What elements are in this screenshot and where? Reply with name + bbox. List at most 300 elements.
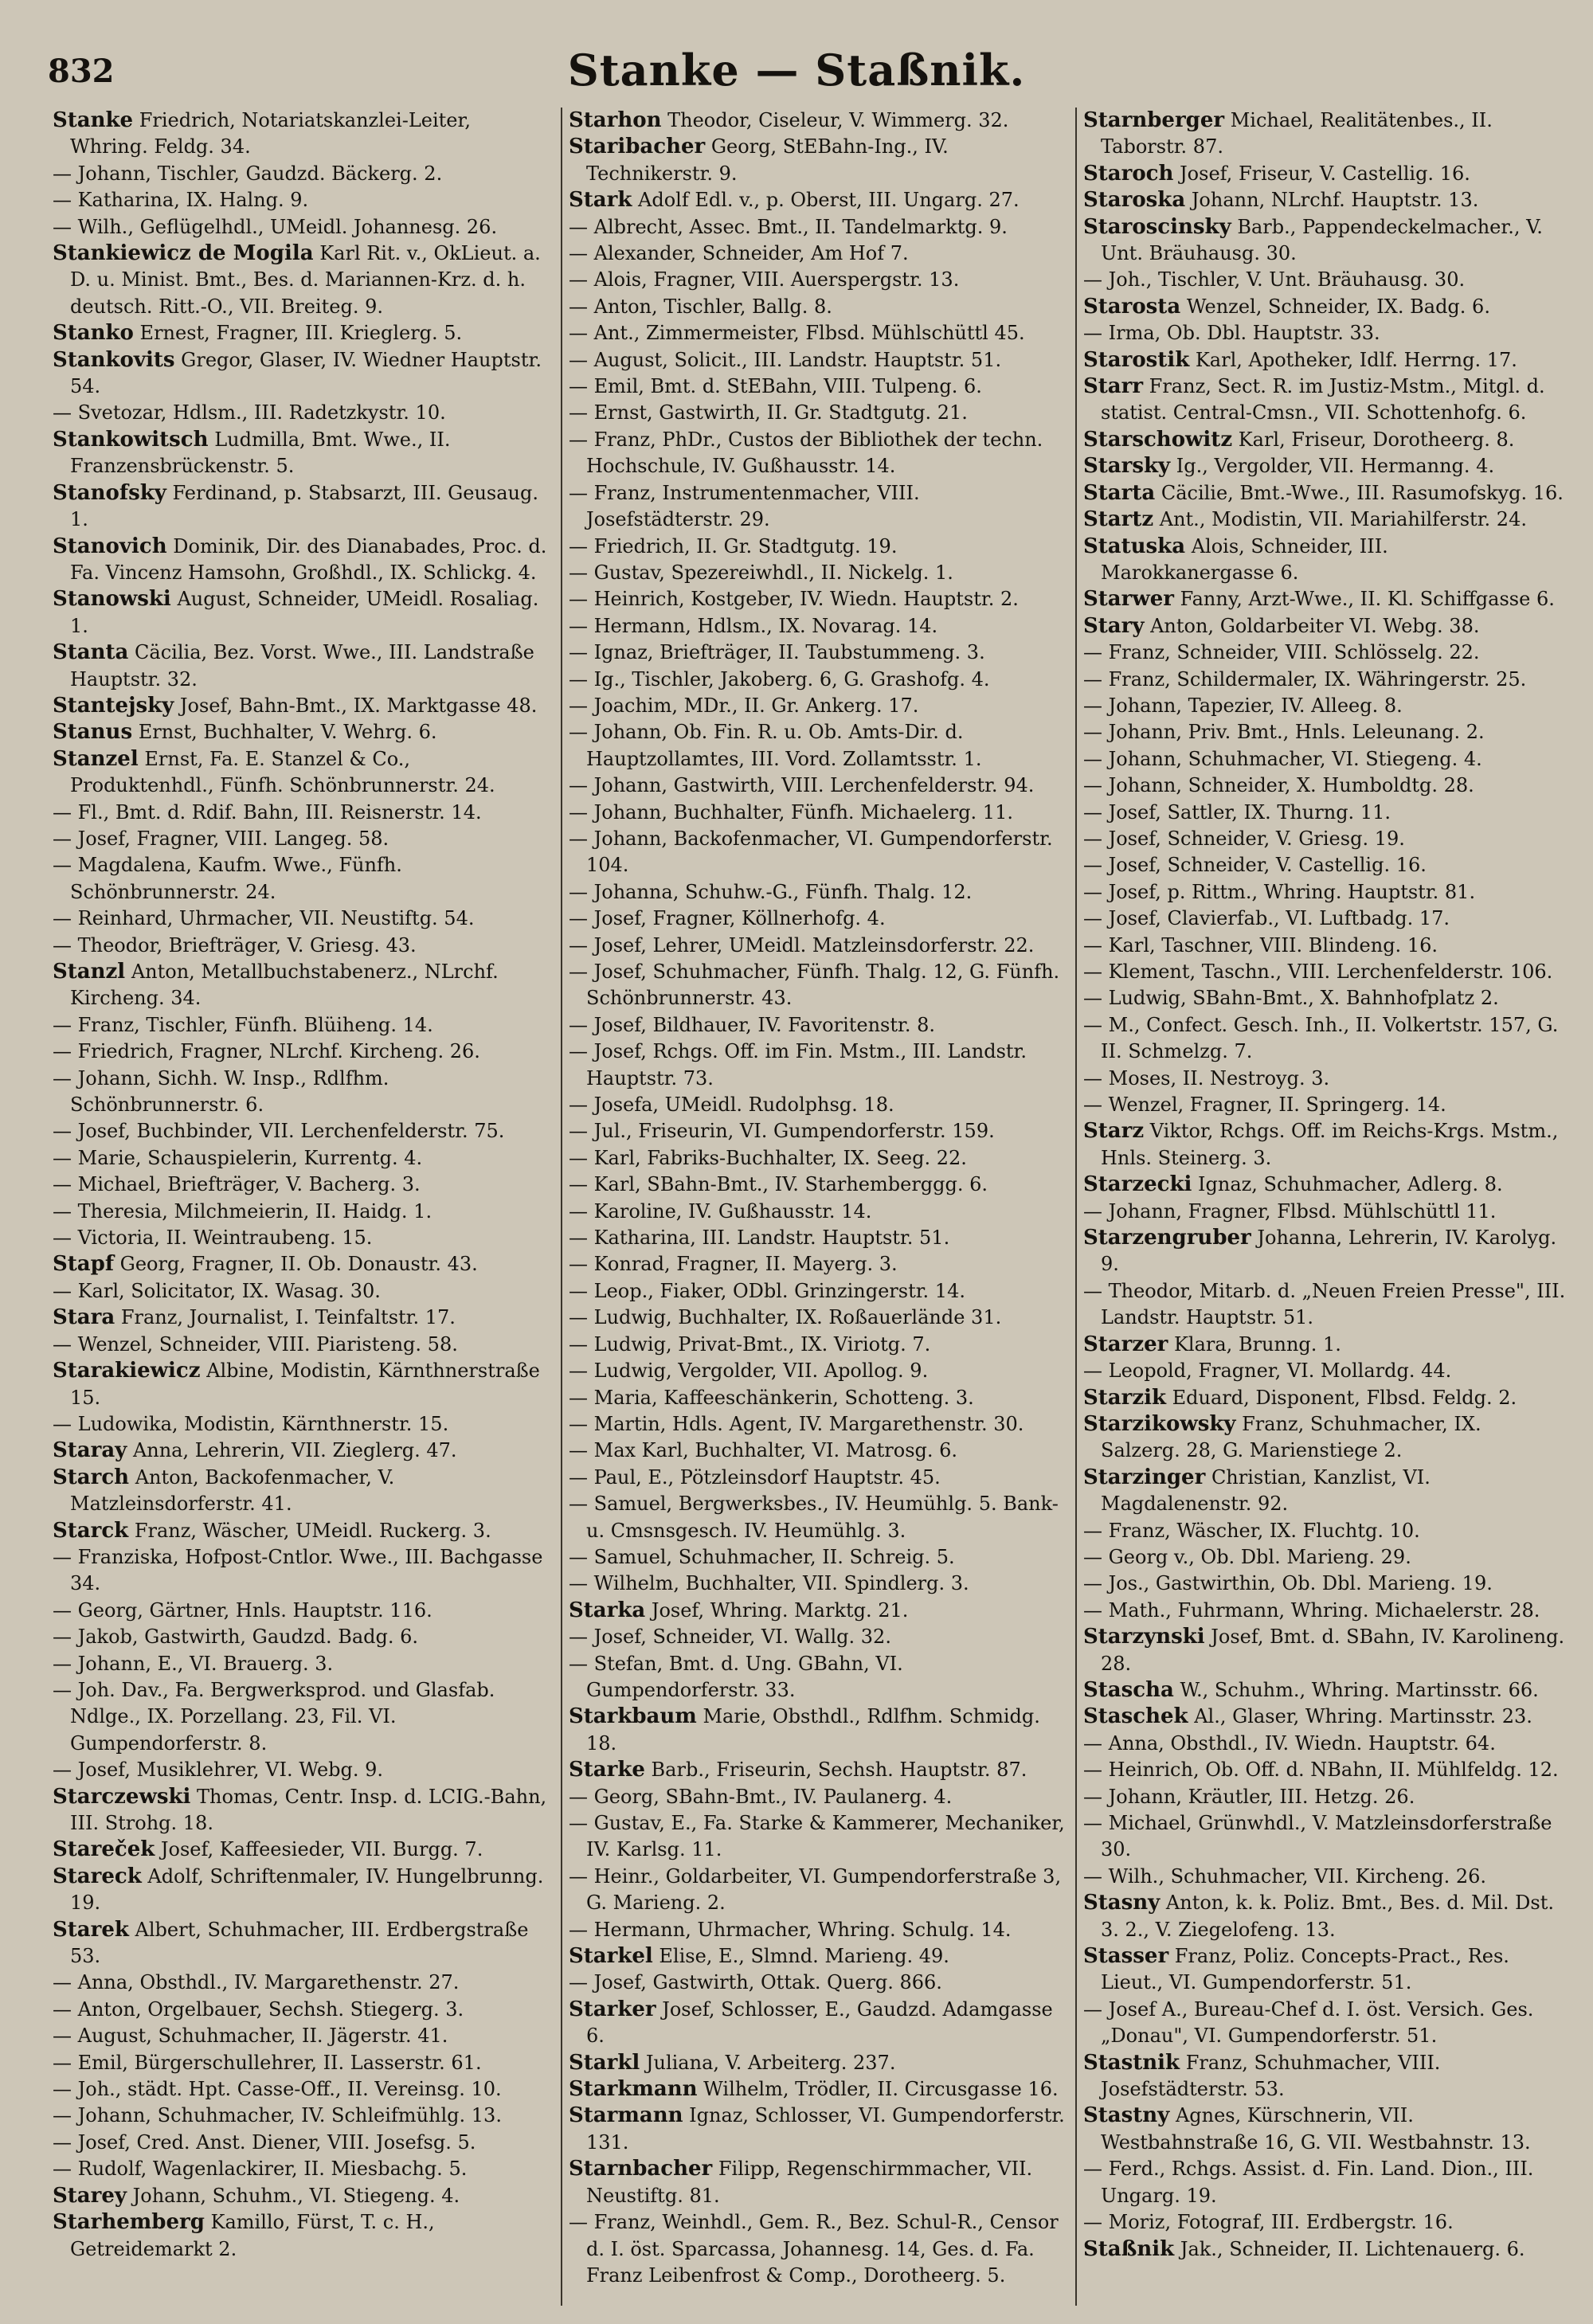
- directory-entry: [1083, 693, 1566, 719]
- entry-details: — Ludwig, Vergolder, VII. Apollog. 9.: [569, 1360, 929, 1383]
- entry-details: — Johann, Priv. Bmt., Hnls. Leleunang. 2.: [1083, 721, 1485, 744]
- directory-entry: [1083, 1624, 1566, 1677]
- directory-entry: [569, 1491, 1069, 1544]
- entry-details: Wilhelm, Trödler, II. Circusgasse 16.: [703, 2078, 1059, 2101]
- entry-surname: Stareck: [53, 1864, 142, 1888]
- entry-surname: Starakiewicz: [53, 1359, 201, 1383]
- entry-surname: Starzikowsky: [1083, 1411, 1236, 1436]
- entry-details: — Friedrich, II. Gr. Stadtgutg. 19.: [569, 534, 898, 558]
- directory-entry: [53, 1039, 554, 1065]
- entry-details: — Johann, Sichh. W. Insp., Rdlfhm. Schönbrunnerstr. 6.: [53, 1066, 389, 1117]
- entry-surname: Stapf: [53, 1252, 114, 1277]
- entry-details: — Johann, Schuhmacher, IV. Schleifmühlg. 13.: [53, 2104, 502, 2127]
- entry-details: — Theodor, Mitarb. d. „Neuen Freien Presse", III. Landstr. Hauptstr. 51.: [1083, 1279, 1566, 1329]
- entry-details: Adolf Edl. v., p. Oberst, III. Ungarg. 27.: [638, 189, 1020, 212]
- directory-entry: [569, 640, 1069, 666]
- directory-entry: [1083, 1810, 1566, 1864]
- directory-entry: [569, 1997, 1069, 2050]
- entry-details: — Rudolf, Wagenlackirer, II. Miesbachg. 5.: [53, 2158, 468, 2181]
- directory-entry: [569, 1544, 1069, 1571]
- entry-details: — Anna, Obsthdl., IV. Wiedn. Hauptstr. 64.: [1083, 1731, 1496, 1755]
- entry-details: — Franz, Wäscher, IX. Fluchtg. 10.: [1083, 1519, 1420, 1542]
- entry-details: — Karl, Taschner, VIII. Blindeng. 16.: [1083, 933, 1438, 957]
- directory-entry: [1083, 294, 1566, 320]
- entry-details: Johann, Schuhm., VI. Stiegeng. 4.: [132, 2184, 460, 2207]
- entry-details: — Klement, Taschn., VIII. Lerchenfelderstr. 106.: [1083, 961, 1553, 983]
- entry-details: — Math., Fuhrmann, Whring. Michaelerstr. 28.: [1083, 1598, 1540, 1622]
- entry-details: — Ludwig, Buchhalter, IX. Roßauerlände 31.: [569, 1306, 1002, 1329]
- column-3: [1083, 108, 1566, 2306]
- directory-entry: [569, 1225, 1069, 1251]
- entry-details: Cäcilie, Bmt.-Wwe., III. Rasumofskyg. 16.: [1161, 481, 1564, 504]
- entry-details: Michael, Realitätenbes., II. Taborstr. 87.: [1101, 109, 1493, 158]
- entry-details: Cäcilia, Bez. Vorst. Wwe., III. Landstraße Hauptstr. 32.: [70, 641, 534, 691]
- entry-details: — Heinr., Goldarbeiter, VI. Gumpendorferstraße 3, G. Marieng. 2.: [569, 1864, 1062, 1915]
- entry-details: Anna, Lehrerin, VII. Zieglerg. 47.: [132, 1439, 457, 1462]
- entry-details: Anton, Goldarbeiter VI. Webg. 38.: [1150, 614, 1480, 637]
- directory-entry: [1083, 852, 1566, 878]
- entry-details: Josef, Schlosser, E., Gaudzd. Adamgasse 6.: [586, 1997, 1053, 2048]
- entry-details: — Leop., Fiaker, ODbl. Grinzingerstr. 14.: [569, 1279, 965, 1302]
- entry-details: Anton, Backofenmacher, V. Matzleinsdorferstr. 41.: [70, 1465, 395, 1516]
- entry-details: Franz, Poliz. Concepts-Pract., Res. Lieut., VI. Gumpendorferstr. 51.: [1101, 1945, 1509, 1994]
- entry-details: Barb., Pappendeckelmacher., V. Unt. Bräuhausg. 30.: [1101, 215, 1543, 265]
- entry-details: Eduard, Disponent, Flbsd. Feldg. 2.: [1172, 1386, 1517, 1409]
- directory-entry: [1083, 2236, 1566, 2263]
- directory-entry: [1083, 1544, 1566, 1571]
- directory-entry: [53, 959, 554, 1012]
- directory-entry: [53, 1411, 554, 1438]
- entry-details: — Irma, Ob. Dbl. Hauptstr. 33.: [1083, 322, 1380, 345]
- directory-entry: [569, 1172, 1069, 1198]
- directory-entry: [53, 1544, 554, 1598]
- directory-entry: [569, 427, 1069, 480]
- directory-entry: [1083, 347, 1566, 374]
- entry-details: — Anna, Obsthdl., IV. Margarethenstr. 27.: [53, 1971, 460, 1994]
- entry-surname: Starta: [1083, 480, 1156, 505]
- entry-details: Christian, Kanzlist, VI. Magdalenenstr. 92.: [1101, 1465, 1431, 1516]
- entry-details: — M., Confect. Gesch. Inh., II. Volkertstr. 157, G. II. Schmelzg. 7.: [1083, 1013, 1559, 1063]
- entry-surname: Starr: [1083, 374, 1144, 399]
- entry-surname: Starschowitz: [1083, 427, 1233, 452]
- directory-entry: [53, 2103, 554, 2129]
- entry-details: — Josef, Cred. Anst. Diener, VIII. Josefsg. 5.: [53, 2130, 476, 2154]
- directory-entry: [1083, 1385, 1566, 1411]
- directory-entry: [1083, 2156, 1566, 2209]
- entry-details: — Josef, Bildhauer, IV. Favoritenstr. 8.: [569, 1013, 935, 1036]
- entry-surname: Statuska: [1083, 534, 1186, 558]
- directory-entry: [1083, 773, 1566, 799]
- entry-details: — Josef, Schneider, V. Castellig. 16.: [1083, 854, 1427, 877]
- directory-entry: [1083, 214, 1566, 268]
- directory-entry: [53, 1305, 554, 1331]
- entry-details: — Emil, Bmt. d. StEBahn, VIII. Tulpeng. 6.: [569, 375, 982, 398]
- entry-details: Gregor, Glaser, IV. Wiedner Hauptstr. 54.: [70, 348, 542, 398]
- directory-entry: [1083, 1677, 1566, 1704]
- entry-surname: Starek: [53, 1917, 129, 1942]
- entry-details: — Franz, Schneider, VIII. Schlösselg. 22.: [1083, 641, 1480, 664]
- directory-entry: [569, 1917, 1069, 1943]
- directory-entry: [569, 1012, 1069, 1039]
- entry-details: — Katharina, III. Landstr. Hauptstr. 51.: [569, 1227, 950, 1250]
- entry-details: Georg, Fragner, II. Ob. Donaustr. 43.: [119, 1253, 478, 1276]
- directory-entry: [569, 586, 1069, 612]
- entry-details: — Heinrich, Ob. Off. d. NBahn, II. Mühlfeldg. 12.: [1083, 1759, 1559, 1782]
- entry-details: — Leopold, Fragner, VI. Mollardg. 44.: [1083, 1360, 1452, 1383]
- entry-details: Ludmilla, Bmt. Wwe., II. Franzensbrückenstr. 5.: [70, 428, 451, 478]
- entry-details: — Josef, Musiklehrer, VI. Webg. 9.: [53, 1759, 384, 1782]
- directory-entry: [1083, 1172, 1566, 1198]
- entry-details: Albert, Schuhmacher, III. Erdbergstraße 53.: [70, 1918, 529, 1968]
- directory-entry: [53, 800, 554, 826]
- directory-entry: [1083, 1465, 1566, 1518]
- entry-details: — Josef, Schneider, V. Griesg. 19.: [1083, 827, 1405, 850]
- directory-entry: [569, 879, 1069, 906]
- entry-details: — Hermann, Hdlsm., IX. Novarag. 14.: [569, 614, 938, 637]
- entry-details: — Johann, Buchhalter, Fünfh. Michaelerg. 11.: [569, 800, 1013, 824]
- entry-details: — Josef, Schuhmacher, Fünfh. Thalg. 12, G. Fünfh. Schönbrunnerstr. 43.: [569, 961, 1060, 1010]
- directory-entry: [1083, 1278, 1566, 1332]
- entry-surname: Staroska: [1083, 188, 1186, 213]
- directory-entry: [1083, 108, 1566, 161]
- directory-entry: [569, 959, 1069, 1012]
- entry-surname: Stark: [569, 188, 632, 213]
- directory-entry: [53, 1145, 554, 1172]
- entry-surname: Startz: [1083, 507, 1154, 532]
- entry-surname: Staßnik: [1083, 2236, 1175, 2261]
- directory-entry: [1083, 2103, 1566, 2156]
- entry-details: — Stefan, Bmt. d. Ung. GBahn, VI. Gumpendorferstr. 33.: [569, 1652, 903, 1701]
- entry-details: — Karl, SBahn-Bmt., IV. Starhemberggg. 6.: [569, 1173, 988, 1196]
- entry-surname: Starke: [569, 1758, 645, 1782]
- entry-details: — Johann, Gastwirth, VIII. Lerchenfelderstr. 94.: [569, 774, 1035, 797]
- entry-details: — Alexander, Schneider, Am Hof 7.: [569, 242, 909, 265]
- directory-entry: [53, 1358, 554, 1411]
- entry-details: — Marie, Schauspielerin, Kurrentg. 4.: [53, 1146, 423, 1169]
- directory-entry: [1083, 1118, 1566, 1172]
- entry-details: — Martin, Hdls. Agent, IV. Margarethenstr. 30.: [569, 1412, 1024, 1435]
- directory-entry: [569, 134, 1069, 187]
- entry-surname: Starzer: [1083, 1332, 1168, 1356]
- directory-entry: [569, 2156, 1069, 2209]
- entry-details: Thomas, Centr. Insp. d. LCIG.-Bahn, III. Strohg. 18.: [70, 1785, 547, 1834]
- entry-details: — Ernst, Gastwirth, II. Gr. Stadtgutg. 21.: [569, 401, 968, 425]
- directory-entry: [569, 1624, 1069, 1650]
- entry-details: — Ignaz, Briefträger, II. Taubstummeng. 3.: [569, 641, 985, 664]
- entry-details: Juliana, V. Arbeiterg. 237.: [645, 2051, 896, 2074]
- directory-entry: [569, 320, 1069, 346]
- entry-details: — Jos., Gastwirthin, Ob. Dbl. Marieng. 19.: [1083, 1572, 1493, 1595]
- directory-entry: [1083, 1757, 1566, 1783]
- entry-surname: Stara: [53, 1305, 115, 1330]
- entry-details: Viktor, Rchgs. Off. im Reichs-Krgs. Mstm., Hnls. Steinerg. 3.: [1101, 1120, 1559, 1169]
- entry-details: — Victoria, II. Weintraubeng. 15.: [53, 1227, 373, 1250]
- entry-details: — Josef, Schneider, VI. Wallg. 32.: [569, 1626, 891, 1649]
- directory-entry: [1083, 1358, 1566, 1384]
- directory-entry: [1083, 719, 1566, 745]
- directory-entry: [569, 241, 1069, 267]
- directory-entry: [569, 108, 1069, 134]
- entry-surname: Staribacher: [569, 135, 706, 159]
- entry-details: — Ludowika, Modistin, Kärnthnerstr. 15.: [53, 1412, 449, 1435]
- entry-surname: Starch: [53, 1465, 130, 1489]
- directory-entry: [569, 1305, 1069, 1331]
- entry-details: Jak., Schneider, II. Lichtenauerg. 6.: [1180, 2237, 1525, 2260]
- entry-surname: Starczewski: [53, 1784, 191, 1809]
- entry-surname: Staray: [53, 1438, 127, 1463]
- entry-details: Karl, Apotheker, Idlf. Herrng. 17.: [1195, 348, 1517, 371]
- entry-surname: Staschek: [1083, 1704, 1188, 1729]
- directory-entry: [569, 294, 1069, 320]
- entry-details: — Georg, SBahn-Bmt., IV. Paulanerg. 4.: [569, 1785, 953, 1808]
- directory-entry: [569, 214, 1069, 241]
- directory-entry: [569, 2209, 1069, 2289]
- entry-details: — Moses, II. Nestroyg. 3.: [1083, 1066, 1330, 1090]
- directory-entry: [569, 1465, 1069, 1491]
- entry-details: Adolf, Schriftenmaler, IV. Hungelbrunng. 19.: [70, 1864, 544, 1915]
- entry-details: — Josefa, UMeidl. Rudolphsg. 18.: [569, 1094, 894, 1117]
- entry-surname: Starzynski: [1083, 1625, 1205, 1649]
- entry-surname: Starmann: [569, 2103, 683, 2128]
- directory-entry: [569, 667, 1069, 693]
- entry-details: Josef, Bahn-Bmt., IX. Marktgasse 48.: [179, 694, 538, 717]
- directory-entry: [53, 640, 554, 693]
- directory-entry: [53, 2156, 554, 2182]
- entry-surname: Starzengruber: [1083, 1226, 1251, 1250]
- directory-entry: [1083, 959, 1566, 985]
- entry-details: — Reinhard, Uhrmacher, VII. Neustiftg. 54.: [53, 907, 475, 930]
- entry-details: — Heinrich, Kostgeber, IV. Wiedn. Hauptstr. 2.: [569, 588, 1019, 611]
- directory-entry: [53, 214, 554, 241]
- directory-entry: [53, 693, 554, 719]
- entry-details: Josef, Whring. Marktg. 21.: [651, 1598, 909, 1622]
- directory-entry: [1083, 1411, 1566, 1465]
- entry-details: — Georg v., Ob. Dbl. Marieng. 29.: [1083, 1545, 1411, 1568]
- entry-surname: Starostik: [1083, 347, 1190, 372]
- entry-surname: Starzinger: [1083, 1465, 1206, 1489]
- entry-surname: Starck: [53, 1518, 129, 1543]
- directory-entry: [1083, 586, 1566, 612]
- directory-entry: [53, 161, 554, 187]
- entry-details: Johann, NLrchf. Hauptstr. 13.: [1191, 189, 1479, 212]
- entry-details: Alois, Schneider, III. Marokkanergasse 6.: [1101, 534, 1388, 584]
- entry-details: — Jakob, Gastwirth, Gaudzd. Badg. 6.: [53, 1626, 419, 1649]
- directory-entry: [53, 2050, 554, 2076]
- entry-details: — Max Karl, Buchhalter, VI. Matrosg. 6.: [569, 1439, 958, 1462]
- entry-details: — Josef, Fragner, Köllnerhofg. 4.: [569, 907, 886, 930]
- entry-details: Franz, Schuhmacher, IX. Salzerg. 28, G. Marienstiege 2.: [1101, 1412, 1481, 1462]
- directory-entry: [53, 1465, 554, 1518]
- directory-entry: [569, 187, 1069, 213]
- entry-details: — Johann, Tapezier, IV. Alleeg. 8.: [1083, 694, 1403, 717]
- entry-surname: Starz: [1083, 1119, 1145, 1144]
- entry-surname: Stasny: [1083, 1891, 1161, 1915]
- directory-entry: [53, 2130, 554, 2156]
- entry-details: — Anton, Tischler, Ballg. 8.: [569, 295, 832, 318]
- entry-details: — Joh. Dav., Fa. Bergwerksprod. und Glasfab. Ndlge., IX. Porzellang. 23, Fil. VI. Gumpendorferstr. 8.: [53, 1678, 495, 1755]
- entry-details: — Konrad, Fragner, II. Mayerg. 3.: [569, 1253, 898, 1276]
- entry-details: — Johann, Kräutler, III. Hetzg. 26.: [1083, 1785, 1415, 1808]
- entry-details: — Jul., Friseurin, VI. Gumpendorferstr. 159.: [569, 1120, 995, 1143]
- directory-entry: [569, 534, 1069, 560]
- directory-entry: [1083, 985, 1566, 1011]
- entry-surname: Stastny: [1083, 2103, 1170, 2128]
- directory-entry: [1083, 1571, 1566, 1597]
- directory-entry: [53, 906, 554, 932]
- directory-entry: [569, 1757, 1069, 1783]
- entry-details: Fanny, Arzt-Wwe., II. Kl. Schiffgasse 6.: [1180, 588, 1555, 611]
- directory-entry: [569, 2050, 1069, 2076]
- entry-details: W., Schuhm., Whring. Martinsstr. 66.: [1180, 1678, 1539, 1701]
- entry-details: — Joachim, MDr., II. Gr. Ankerg. 17.: [569, 694, 919, 717]
- directory-entry: [53, 1757, 554, 1783]
- directory-entry: [53, 1172, 554, 1198]
- directory-entry: [53, 852, 554, 906]
- directory-entry: [53, 586, 554, 640]
- entry-surname: Stankiewicz de Mogila: [53, 241, 314, 266]
- entry-details: — Alois, Fragner, VIII. Auerspergstr. 13.: [569, 268, 960, 291]
- entry-details: — Katharina, IX. Halng. 9.: [53, 189, 309, 212]
- directory-entry: [569, 480, 1069, 534]
- directory-entry: [1083, 1066, 1566, 1092]
- directory-entry: [53, 1970, 554, 1996]
- entry-surname: Stanke: [53, 108, 134, 132]
- directory-entry: [1083, 1784, 1566, 1810]
- entry-surname: Stareček: [53, 1837, 155, 1862]
- entry-details: — Franz, Tischler, Fünfh. Blüiheng. 14.: [53, 1013, 433, 1036]
- directory-entry: [53, 108, 554, 161]
- entry-details: — Johann, Ob. Fin. R. u. Ob. Amts-Dir. d. Hauptzollamtes, III. Vord. Zollamtsstr. 1.: [569, 721, 982, 770]
- entry-surname: Starzik: [1083, 1385, 1166, 1410]
- directory-entry: [53, 400, 554, 426]
- entry-surname: Stanzel: [53, 746, 139, 771]
- entry-details: — Josef, Gastwirth, Ottak. Querg. 866.: [569, 1971, 942, 1994]
- entry-details: — Franz, Weinhdl., Gem. R., Bez. Schul-R., Censor d. I. öst. Sparcassa, Johannesg. 14, Ges. d. Fa. Franz Leibenfrost & Comp., Dorotheerg. 5.: [569, 2211, 1059, 2287]
- directory-entry: [53, 534, 554, 587]
- directory-entry: [1083, 746, 1566, 773]
- entry-details: Karl Rit. v., OkLieut. a. D. u. Minist. Bmt., Bes. d. Mariannen-Krz. d. h. deutsch. Ritt.-O., VII. Breiteg. 9.: [70, 242, 541, 318]
- entry-surname: Stantejsky: [53, 693, 174, 718]
- entry-details: August, Schneider, UMeidl. Rosaliag. 1.: [70, 588, 539, 637]
- directory-entry: [569, 1704, 1069, 1757]
- entry-details: — Emil, Bürgerschullehrer, II. Lasserstr. 61.: [53, 2051, 482, 2074]
- entry-details: Franz, Sect. R. im Justiz-Mstm., Mitgl. d. statist. Central-Cmsn., VII. Schottenhofg. 6.: [1101, 375, 1545, 425]
- directory-entry: [53, 187, 554, 213]
- entry-surname: Staroch: [1083, 161, 1174, 186]
- directory-entry: [569, 1943, 1069, 1970]
- entry-details: — Josef, Buchbinder, VII. Lerchenfelderstr. 75.: [53, 1120, 505, 1143]
- directory-entry: [569, 693, 1069, 719]
- directory-entry: [1083, 453, 1566, 479]
- entry-surname: Starnbacher: [569, 2157, 713, 2181]
- entry-surname: Starkbaum: [569, 1704, 697, 1729]
- entry-details: — Johann, Tischler, Gaudzd. Bäckerg. 2.: [53, 162, 443, 185]
- entry-surname: Starka: [569, 1598, 646, 1622]
- entry-details: Ig., Vergolder, VII. Hermanng. 4.: [1176, 455, 1495, 478]
- entry-details: — Johann, E., VI. Brauerg. 3.: [53, 1652, 334, 1675]
- directory-entry: [53, 719, 554, 745]
- directory-entry: [569, 773, 1069, 799]
- entry-details: — Franz, Schildermaler, IX. Währingerstr. 25.: [1083, 667, 1527, 691]
- entry-surname: Starkel: [569, 1944, 653, 1969]
- directory-entry: [569, 347, 1069, 374]
- entry-details: — Maria, Kaffeeschänkerin, Schotteng. 3.: [569, 1386, 974, 1409]
- directory-entry: [53, 347, 554, 401]
- directory-entry: [53, 1278, 554, 1305]
- entry-surname: Stankowitsch: [53, 427, 209, 452]
- directory-entry: [569, 374, 1069, 400]
- entry-details: — Wilh., Schuhmacher, VII. Kircheng. 26.: [1083, 1864, 1487, 1888]
- running-title: Stanke — Staßnik.: [567, 45, 1026, 96]
- directory-entry: [1083, 161, 1566, 187]
- directory-entry: [53, 1118, 554, 1144]
- entry-details: Ant., Modistin, VII. Mariahilferstr. 24.: [1159, 508, 1527, 531]
- directory-entry: [569, 1118, 1069, 1144]
- directory-entry: [1083, 1518, 1566, 1544]
- entry-details: Josef, Bmt. d. SBahn, IV. Karolineng. 28.: [1101, 1626, 1565, 1675]
- directory-entry: [53, 2209, 554, 2263]
- entry-details: — Ludwig, SBahn-Bmt., X. Bahnhofplatz 2.: [1083, 987, 1499, 1010]
- entry-details: Ernst, Buchhalter, V. Wehrg. 6.: [138, 721, 437, 744]
- page-number: 832: [48, 53, 115, 90]
- entry-details: — Ferd., Rchgs. Assist. d. Fin. Land. Dion., III. Ungarg. 19.: [1083, 2158, 1534, 2207]
- directory-entry: [53, 1624, 554, 1650]
- entry-details: — Wilh., Geflügelhdl., UMeidl. Johannesg. 26.: [53, 215, 498, 238]
- entry-details: — Magdalena, Kaufm. Wwe., Fünfh. Schönbrunnerstr. 24.: [53, 854, 402, 903]
- entry-surname: Starsky: [1083, 454, 1171, 479]
- directory-entry: [53, 1997, 554, 2023]
- entry-details: Filipp, Regenschirmmacher, VII. Neustiftg. 81.: [586, 2158, 1033, 2207]
- entry-details: Ignaz, Schlosser, VI. Gumpendorferstr. 131.: [586, 2104, 1065, 2154]
- directory-entry: [53, 2076, 554, 2103]
- directory-entry: [53, 1784, 554, 1837]
- directory-entry: [1083, 826, 1566, 852]
- entry-details: — Gustav, E., Fa. Starke & Kammerer, Mechaniker, IV. Karlsg. 11.: [569, 1812, 1065, 1861]
- directory-entry: [569, 800, 1069, 826]
- directory-entry: [1083, 507, 1566, 533]
- directory-entry: [53, 1438, 554, 1464]
- entry-details: Franz, Wäscher, UMeidl. Ruckerg. 3.: [134, 1519, 491, 1542]
- directory-entry: [569, 1784, 1069, 1810]
- directory-entry: [569, 826, 1069, 879]
- directory-entry: [1083, 667, 1566, 693]
- directory-entry: [53, 241, 554, 320]
- entry-details: — Josef, Sattler, IX. Thurng. 11.: [1083, 800, 1391, 824]
- entry-surname: Starwer: [1083, 587, 1174, 612]
- entry-details: Theodor, Ciseleur, V. Wimmerg. 32.: [667, 109, 1009, 131]
- entry-details: Dominik, Dir. des Dianabades, Proc. d. Fa. Vincenz Hamsohn, Großhdl., IX. Schlickg. 4.: [70, 534, 547, 584]
- entry-details: — Wilhelm, Buchhalter, VII. Spindlerg. 3.: [569, 1572, 969, 1595]
- entry-details: — Josef A., Bureau-Chef d. I. öst. Versich. Ges. „Donau", VI. Gumpendorferstr. 51.: [1083, 1997, 1534, 2048]
- entry-surname: Stanowski: [53, 587, 171, 612]
- entry-details: — Georg, Gärtner, Hnls. Hauptstr. 116.: [53, 1598, 432, 1622]
- directory-entry: [53, 1917, 554, 1970]
- directory-entry: [53, 1199, 554, 1225]
- directory-entry: [569, 1598, 1069, 1624]
- directory-entry: [53, 1598, 554, 1624]
- entry-surname: Starhemberg: [53, 2210, 205, 2235]
- directory-entry: [569, 1145, 1069, 1172]
- directory-entry: [569, 1651, 1069, 1704]
- directory-entry: [569, 1810, 1069, 1864]
- directory-entry: [53, 1251, 554, 1277]
- entry-details: — Johann, Schneider, X. Humboldtg. 28.: [1083, 774, 1474, 797]
- entry-details: Al., Glaser, Whring. Martinsstr. 23.: [1194, 1705, 1532, 1728]
- directory-entry: [569, 933, 1069, 959]
- entry-details: — Josef, Clavierfab., VI. Luftbadg. 17.: [1083, 907, 1450, 930]
- entry-details: — Josef, Fragner, VIII. Langeg. 58.: [53, 827, 389, 850]
- entry-details: Josef, Kaffeesieder, VII. Burgg. 7.: [160, 1838, 483, 1861]
